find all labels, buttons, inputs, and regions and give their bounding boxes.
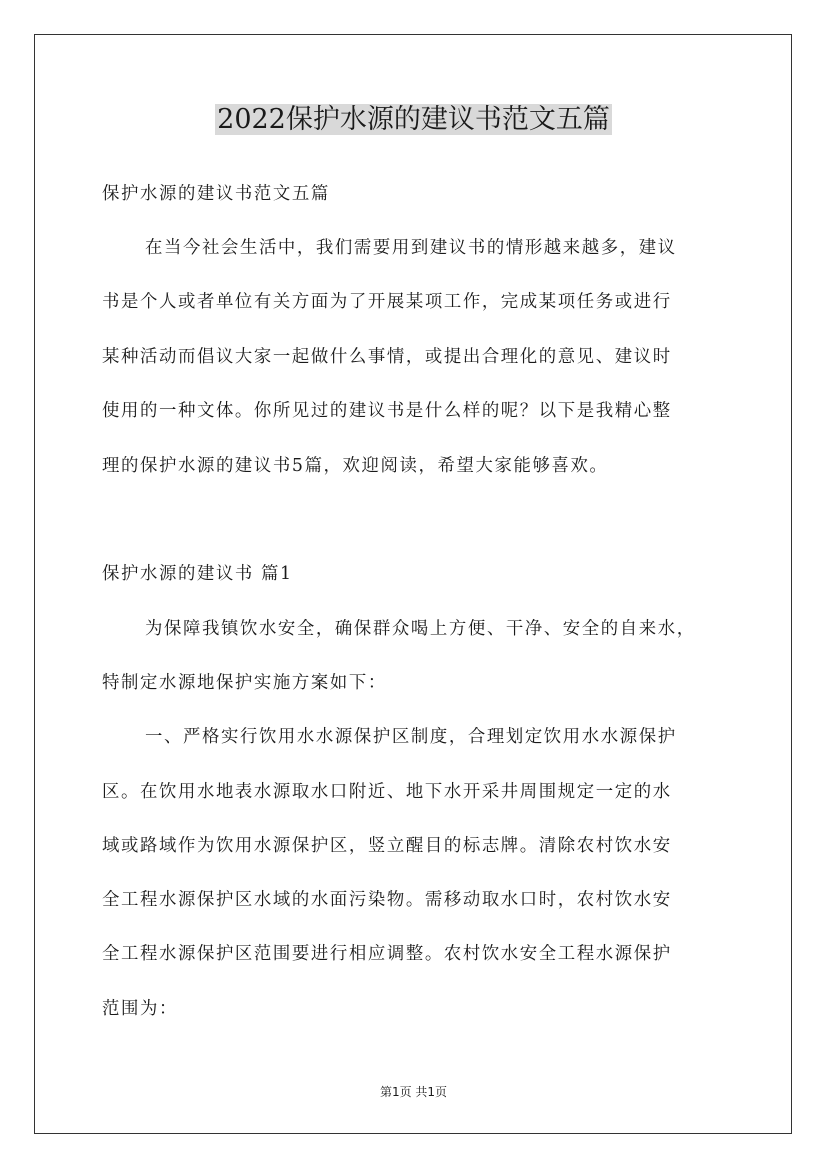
document-title-text: 2022保护水源的建议书范文五篇	[217, 104, 610, 135]
section-1-para-1-line-1: 为保障我镇饮水安全，确保群众喝上方便、干净、安全的自来水，	[145, 619, 696, 639]
intro-line-4: 使用的一种文体。你所见过的建议书是什么样的呢？以下是我精心整	[102, 401, 672, 421]
section-1-para-2-line-5: 全工程水源保护区范围要进行相应调整。农村饮水安全工程水源保护	[102, 944, 672, 964]
intro-line-2: 书是个人或者单位有关方面为了开展某项工作，完成某项任务或进行	[102, 292, 672, 312]
intro-line-1: 在当今社会生活中，我们需要用到建议书的情形越来越多，建议	[145, 238, 677, 258]
section-1-para-2-line-4: 全工程水源保护区水域的水面污染物。需移动取水口时，农村饮水安	[102, 890, 672, 910]
section-1-para-1-line-2: 特制定水源地保护实施方案如下：	[102, 673, 387, 693]
section-1-para-2-line-3: 域或路域作为饮用水源保护区，竖立醒目的标志牌。清除农村饮水安	[102, 836, 672, 856]
intro-line-5: 理的保护水源的建议书5篇，欢迎阅读，希望大家能够喜欢。	[102, 456, 609, 476]
intro-line-3: 某种活动而倡议大家一起做什么事情，或提出合理化的意见、建议时	[102, 347, 672, 367]
document-title	[0, 100, 827, 140]
section-1-heading: 保护水源的建议书 篇1	[102, 564, 293, 584]
section-1-para-2-line-2: 区。在饮用水地表水源取水口附近、地下水开采井周围规定一定的水	[102, 782, 672, 802]
page-footer: 第1页 共1页	[379, 1085, 448, 1099]
section-1-para-2-line-6: 范围为：	[102, 999, 178, 1019]
section-1-para-2-line-1: 一、严格实行饮用水水源保护区制度，合理划定饮用水水源保护	[145, 727, 677, 747]
document-subtitle: 保护水源的建议书范文五篇	[102, 184, 330, 204]
